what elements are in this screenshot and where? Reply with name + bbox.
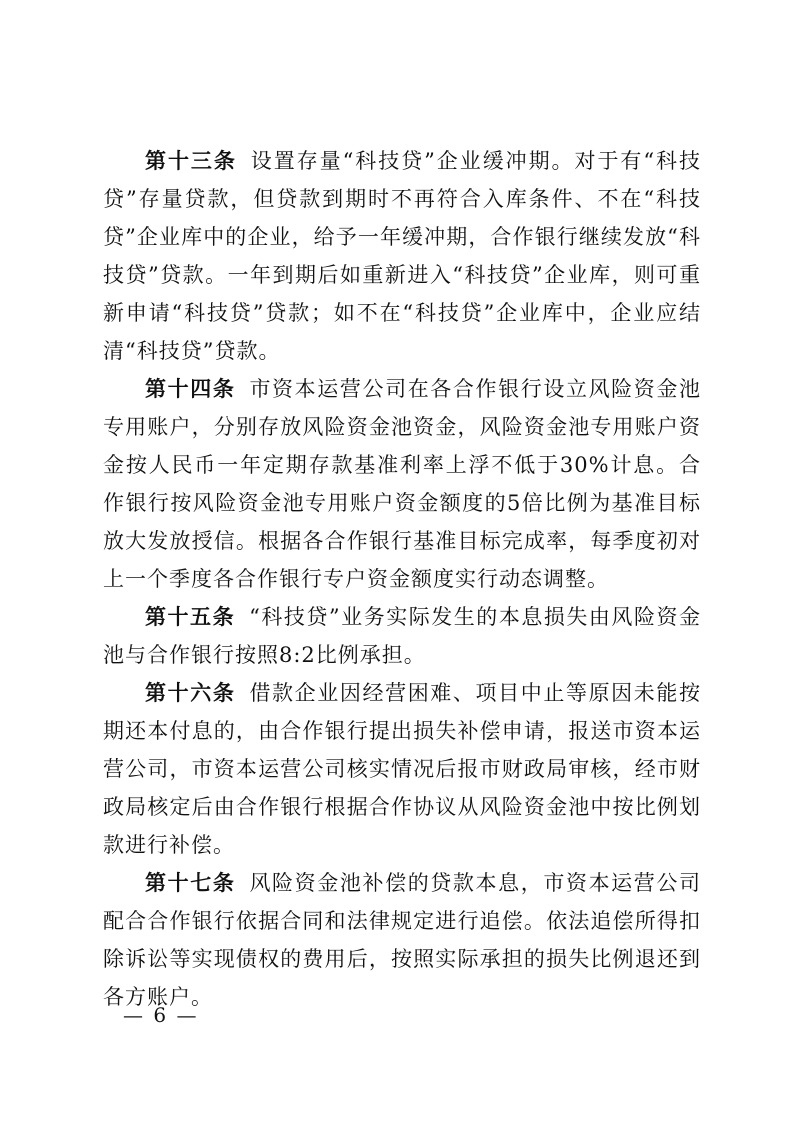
article-13 (103, 142, 701, 370)
article-text: 借款企业因经营困难、项目中止等原因未能按期还本付息的，由合作银行提出损失补偿申请，报送市资本运营公司，市资本运营公司核实情况后报市财政局审核，经市财政局核定后由合作银行根据合作协议从风险资金池中按比例划款进行补偿。 (103, 681, 702, 857)
article-heading: 第十七条 (145, 871, 236, 895)
article-text: “科技贷”业务实际发生的本息损失由风险资金池与合作银行按照8:2比例承担。 (103, 605, 701, 667)
article-14 (103, 370, 701, 598)
article-text: 设置存量“科技贷”企业缓冲期。对于有“科技贷”存量贷款，但贷款到期时不再符合入库条件、不在“科技贷”企业库中的企业，给予一年缓冲期，合作银行继续发放“科技贷”贷款。一年到期后如重新进入“科技贷”企业库，则可重新申请“科技贷”贷款；如不在“科技贷”企业库中，企业应结清“科技贷”贷款。 (103, 149, 701, 363)
article-17 (103, 864, 701, 1016)
page-number: — 6 — (123, 1003, 199, 1027)
document-body (103, 142, 701, 1016)
article-text: 风险资金池补偿的贷款本息，市资本运营公司配合合作银行依据合同和法律规定进行追偿。依法追偿所得扣除诉讼等实现债权的费用后，按照实际承担的损失比例退还到各方账户。 (103, 871, 702, 1009)
article-heading: 第十六条 (145, 681, 236, 705)
article-15 (103, 598, 701, 674)
article-heading: 第十四条 (145, 377, 236, 401)
article-text: 市资本运营公司在各合作银行设立风险资金池专用账户，分别存放风险资金池资金，风险资金池专用账户资金按人民币一年定期存款基准利率上浮不低于30%计息。合作银行按风险资金池专用账户资金额度的5倍比例为基准目标放大发放授信。根据各合作银行基准目标完成率，每季度初对上一个季度各合作银行专户资金额度实行动态调整。 (103, 377, 702, 591)
article-heading: 第十五条 (145, 605, 236, 629)
article-16 (103, 674, 701, 864)
article-heading: 第十三条 (145, 149, 237, 173)
